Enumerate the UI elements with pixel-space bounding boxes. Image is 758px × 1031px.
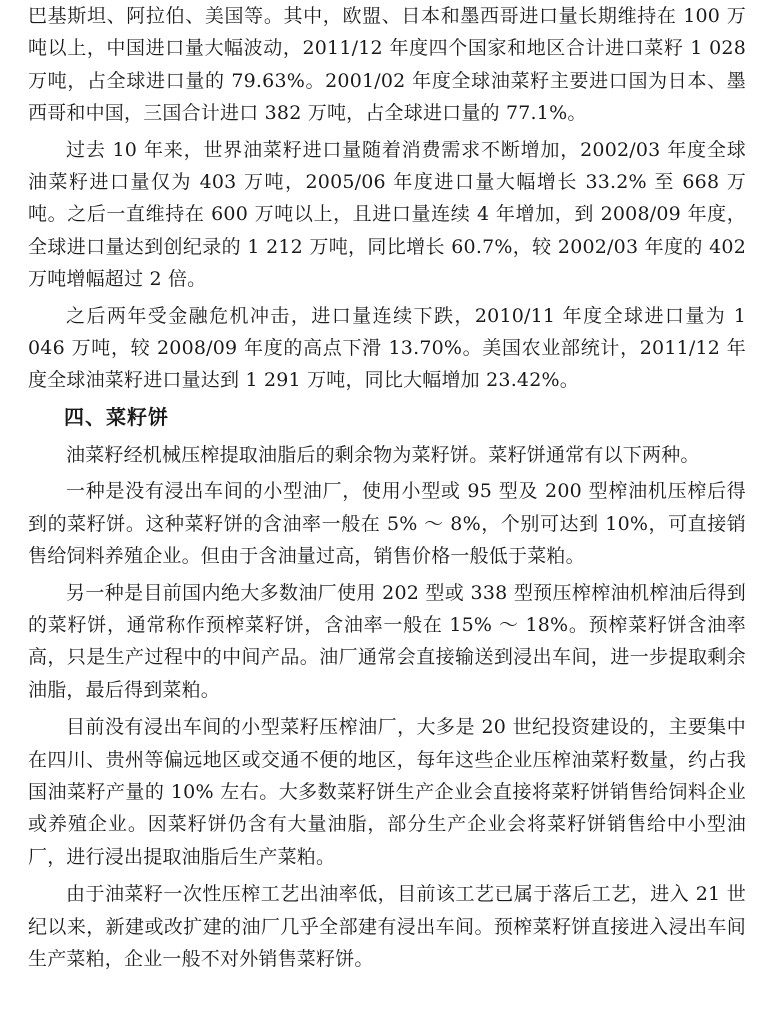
section-heading: 四、菜籽饼 [64,404,169,429]
paragraph-financial-crisis: 之后两年受金融危机冲击，进口量连续下跌，2010/11 年度全球进口量为 1 046 万吨，较 2008/09 年度的高点下滑 13.70%。美国农业部统计，2011/12 年度全球油菜籽进口量达到 1 291 万吨，同比大幅增加 23.42%。 [28,304,746,392]
paragraph-import-trend: 过去 10 年来，世界油菜籽进口量随着消费需求不断增加，2002/03 年度全球油菜籽进口量仅为 403 万吨，2005/06 年度进口量大幅增长 33.2% 至 668 万吨。之后一直维持在 600 万吨以上，且进口量连续 4 年增加，到 2008/09 年度，全球进口量达到创纪录的 1 212 万吨，同比增长 60.7%，较 2002/03 年度的 402 万吨增幅超过 2 倍。 [28,138,746,291]
paragraph-cake-type-one: 一种是没有浸出车间的小型油厂，使用小型或 95 型及 200 型榨油机压榨后得到的菜籽饼。这种菜籽饼的含油率一般在 5% ～ 8%，个别可达到 10%，可直接销售给饲料养殖企业。但由于含油量过高，销售价格一般低于菜粕。 [28,480,746,568]
paragraph-small-mills: 目前没有浸出车间的小型菜籽压榨油厂，大多是 20 世纪投资建设的，主要集中在四川、贵州等偏远地区或交通不便的地区，每年这些企业压榨油菜籽数量，约占我国油菜籽产量的 10% 左右。大多数菜籽饼生产企业会直接将菜籽饼销售给饲料企业或养殖企业。因菜籽饼仍含有大量油脂，部分生产企业会将菜籽饼销售给中小型油厂，进行浸出提取油脂后生产菜粕。 [28,716,746,868]
paragraph-import-countries: 巴基斯坦、阿拉伯、美国等。其中，欧盟、日本和墨西哥进口量长期维持在 100 万吨以上，中国进口量大幅波动，2011/12 年度四个国家和地区合计进口菜籽 1 028 万吨，占全球进口量的 79.63%。2001/02 年度全球油菜籽主要进口国为日本、墨西哥和中国，三国合计进口 382 万吨，占全球进口量的 77.1%。 [28,5,746,125]
paragraph-cake-intro: 油菜籽经机械压榨提取油脂后的剩余物为菜籽饼。菜籽饼通常有以下两种。 [66,443,700,466]
paragraph-process-outdated: 由于油菜籽一次性压榨工艺出油率低，目前该工艺已属于落后工艺，进入 21 世纪以来，新建或改扩建的油厂几乎全部建有浸出车间。预榨菜籽饼直接进入浸出车间生产菜粕，企业一般不对外销售菜籽饼。 [28,883,746,970]
paragraph-cake-type-two: 另一种是目前国内绝大多数油厂使用 202 型或 338 型预压榨榨油机榨油后得到的菜籽饼，通常称作预榨菜籽饼，含油率一般在 15% ～ 18%。预榨菜籽饼含油率高，只是生产过程中的中间产品。油厂通常会直接输送到浸出车间，进一步提取剩余油脂，最后得到菜粕。 [28,581,746,701]
